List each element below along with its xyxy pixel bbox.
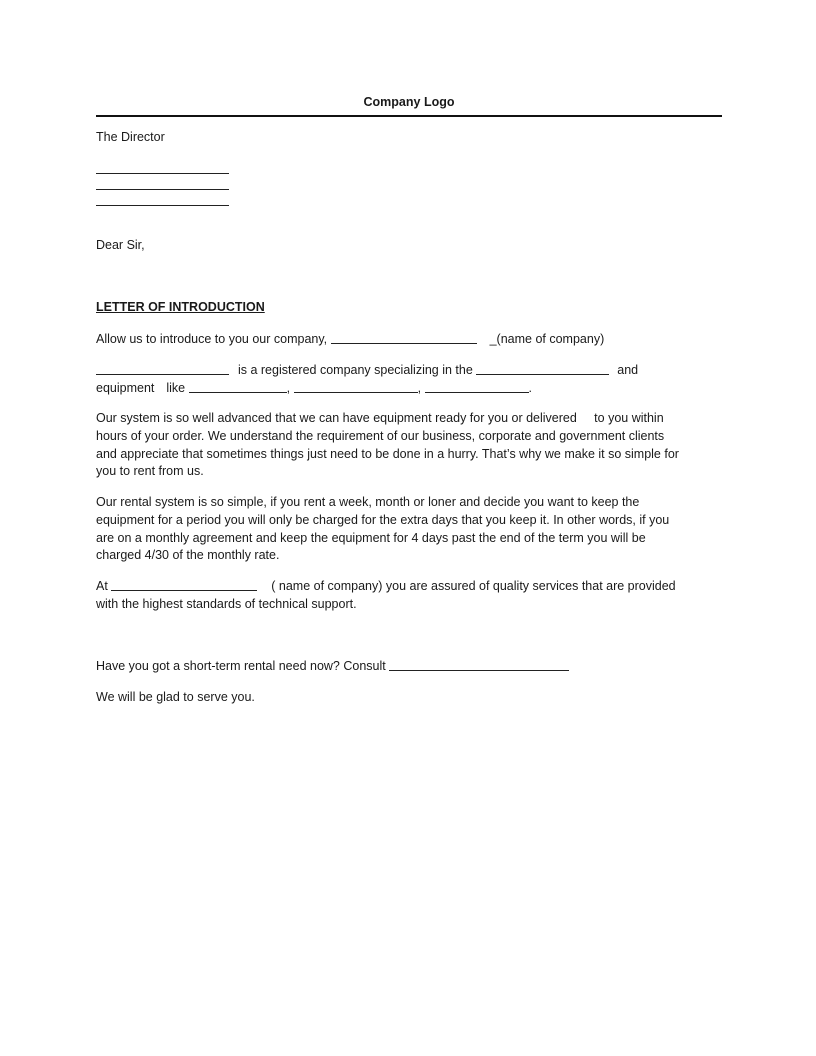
equipment-blank-1[interactable] xyxy=(189,381,287,393)
paragraph-2-line-1: Our rental system is so simple, if you rent a week, month or loner and decide you want to keep the xyxy=(96,495,640,509)
paragraph-3-line-2: with the highest standards of technical support. xyxy=(96,596,357,611)
paragraph-1-line-4: you to rent from us. xyxy=(96,464,204,479)
consult-blank[interactable] xyxy=(389,659,569,671)
comma-1: , xyxy=(286,381,291,395)
assurance-company-blank[interactable] xyxy=(111,579,257,591)
address-blank-line-3[interactable] xyxy=(96,205,229,206)
specialization-blank[interactable] xyxy=(476,363,609,375)
paragraph-2 xyxy=(96,494,712,565)
consult-line xyxy=(96,658,569,673)
company-logo-title: Company Logo xyxy=(363,95,455,109)
equipment-line xyxy=(96,380,532,395)
letter-subject-heading: LETTER OF INTRODUCTION xyxy=(96,300,265,314)
paragraph-1-line-3: and appreciate that sometimes things just need to be done in a hurry. That’s why we make it so simple for xyxy=(96,446,679,461)
registered-middle-text: is a registered company specializing in the xyxy=(237,363,473,377)
closing-line: We will be glad to serve you. xyxy=(96,690,255,704)
recipient-title: The Director xyxy=(96,130,165,144)
paragraph-3-prefix: At xyxy=(96,579,108,593)
consult-prefix: Have you got a short-term rental need now? Consult xyxy=(96,659,386,673)
paragraph-3-suffix: ( name of company) you are assured of quality services that are provided xyxy=(271,579,676,593)
paragraph-2-line-2: equipment for a period you will only be charged for the extra days that you keep it. In other words, if you xyxy=(96,512,670,527)
intro-prefix: Allow us to introduce to you our company, xyxy=(96,332,328,346)
equipment-label: equipment xyxy=(96,381,155,395)
registered-line xyxy=(96,362,638,377)
header-divider xyxy=(96,115,722,117)
paragraph-1-line-2: hours of your order. We understand the requirement of our business, corporate and government clients xyxy=(96,428,665,443)
company-name-blank[interactable] xyxy=(331,332,477,344)
like-label: like xyxy=(166,381,186,395)
equipment-blank-3[interactable] xyxy=(425,381,529,393)
paragraph-1-line-1: Our system is so well advanced that we can have equipment ready for you or delivered to you within xyxy=(96,411,664,425)
paragraph-3-line-1 xyxy=(96,578,712,596)
paragraph-2-line-3: are on a monthly agreement and keep the equipment for 4 days past the end of the term you will be xyxy=(96,530,646,545)
address-blank-line-2[interactable] xyxy=(96,189,229,190)
paragraph-2-line-4: charged 4/30 of the monthly rate. xyxy=(96,548,280,563)
intro-line xyxy=(96,331,604,346)
equipment-blank-2[interactable] xyxy=(294,381,418,393)
registered-company-blank[interactable] xyxy=(96,363,229,375)
comma-2: , xyxy=(417,381,422,395)
address-blank-line-1[interactable] xyxy=(96,173,229,174)
intro-suffix: _(name of company) xyxy=(489,332,605,346)
period: . xyxy=(528,381,533,395)
registered-end-text: and xyxy=(617,363,639,377)
salutation: Dear Sir, xyxy=(96,238,145,252)
paragraph-3 xyxy=(96,578,712,614)
paragraph-1 xyxy=(96,410,712,481)
